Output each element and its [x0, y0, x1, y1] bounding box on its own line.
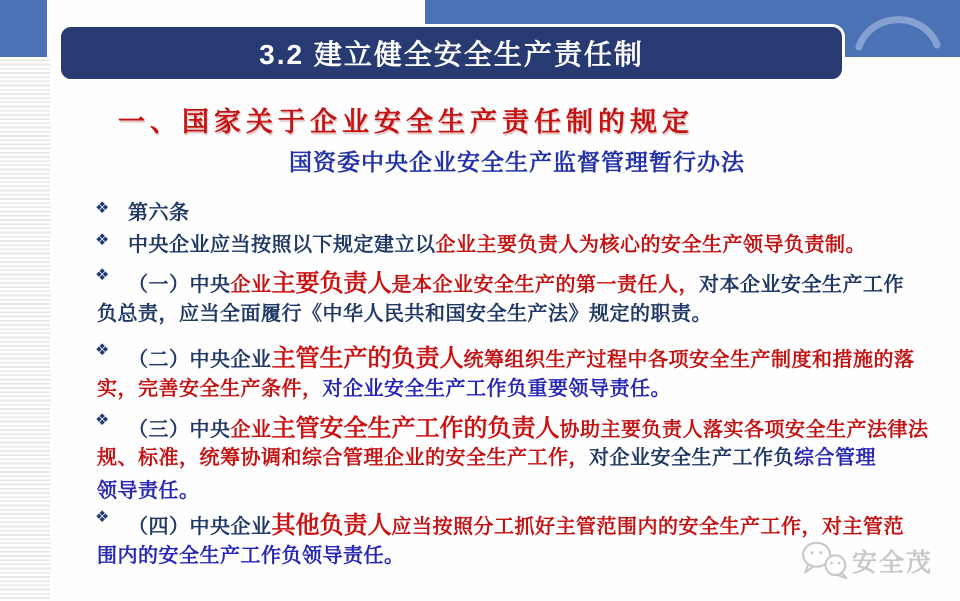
text-segment: 对企业安全生产工作负 — [589, 447, 794, 469]
text-segment: 对本企业安全生产工作 — [699, 274, 904, 296]
text-segment: 领导责任。 — [97, 480, 200, 502]
watermark-text: 安全茂 — [852, 549, 934, 577]
bullet-line — [97, 372, 671, 401]
text-segment: 企业 — [230, 419, 272, 441]
slide-title-bar — [58, 24, 845, 82]
text-segment: 对企业安全生产工作负重要领导责任。 — [322, 378, 671, 400]
text-segment: 主管安全生产工作的负责人 — [271, 415, 560, 442]
text-segment: 其他负责人 — [271, 512, 392, 539]
text-segment: （三）中央 — [128, 419, 231, 441]
bullet-line — [128, 196, 190, 225]
text-segment: 协助主要负责人落实各项安全生产法律法 — [559, 419, 929, 441]
bullet-line — [128, 408, 929, 443]
text-segment: 实，完善安全生产条件， — [97, 378, 323, 400]
slide-title: 3.2 建立健全安全生产责任制 — [259, 39, 644, 70]
corner-blue-square — [0, 0, 47, 57]
section-heading: 一、国家关于企业安全生产责任制的规定 — [118, 107, 694, 137]
text-segment: 围内的安全生产工作负领导责任。 — [97, 545, 405, 567]
bullet-line — [97, 441, 876, 470]
wechat-bubbles-icon — [800, 540, 852, 582]
text-segment: （二）中央企业 — [128, 349, 272, 371]
bullet-diamond-icon: ❖ — [95, 340, 110, 359]
bullet-line — [97, 474, 200, 503]
text-segment: 规、标准，统筹协调和综合管理企业的安全生产工作， — [97, 447, 589, 469]
bullet-diamond-icon: ❖ — [95, 198, 110, 217]
text-segment: 中央企业应当按照以下规定建立以 — [128, 234, 436, 256]
text-segment: 企业 — [230, 274, 272, 296]
watermark — [800, 540, 933, 582]
document-subtitle: 国资委中央企业安全生产监督管理暂行办法 — [289, 150, 745, 175]
text-segment: 主要负责人 — [271, 270, 392, 297]
bullet-line — [128, 228, 866, 257]
bullet-line — [128, 338, 915, 373]
text-segment: 企业主要负责人为核心的安全生产领导负责制。 — [435, 234, 866, 256]
bullet-diamond-icon: ❖ — [95, 507, 110, 526]
text-segment: 第六条 — [128, 202, 190, 224]
left-pinstripe-margin — [0, 57, 50, 601]
bullet-line — [97, 297, 712, 326]
crescent-icon — [845, 3, 949, 55]
bullet-diamond-icon: ❖ — [95, 410, 110, 429]
text-segment: 统筹组织生产过程中各项安全生产制度和措施的落 — [463, 349, 915, 371]
text-segment: （一）中央 — [128, 274, 231, 296]
text-segment: 主管生产的负责人 — [271, 345, 464, 372]
bullet-line — [128, 505, 904, 540]
bullet-line — [97, 539, 405, 568]
bullet-diamond-icon: ❖ — [95, 265, 110, 284]
bullet-diamond-icon: ❖ — [95, 230, 110, 249]
bullet-line — [128, 263, 904, 298]
text-segment: 负总责，应当全面履行《中华人民共和国安全生产法》规定的职责。 — [97, 303, 712, 325]
text-segment: 综合管理 — [794, 447, 876, 469]
text-segment: 是本企业安全生产的第一责任人， — [391, 274, 699, 296]
text-segment: 对主管范 — [822, 516, 904, 538]
text-segment: （四）中央企业 — [128, 516, 272, 538]
text-segment: 应当按照分工抓好主管范围内的安全生产工作， — [391, 516, 822, 538]
